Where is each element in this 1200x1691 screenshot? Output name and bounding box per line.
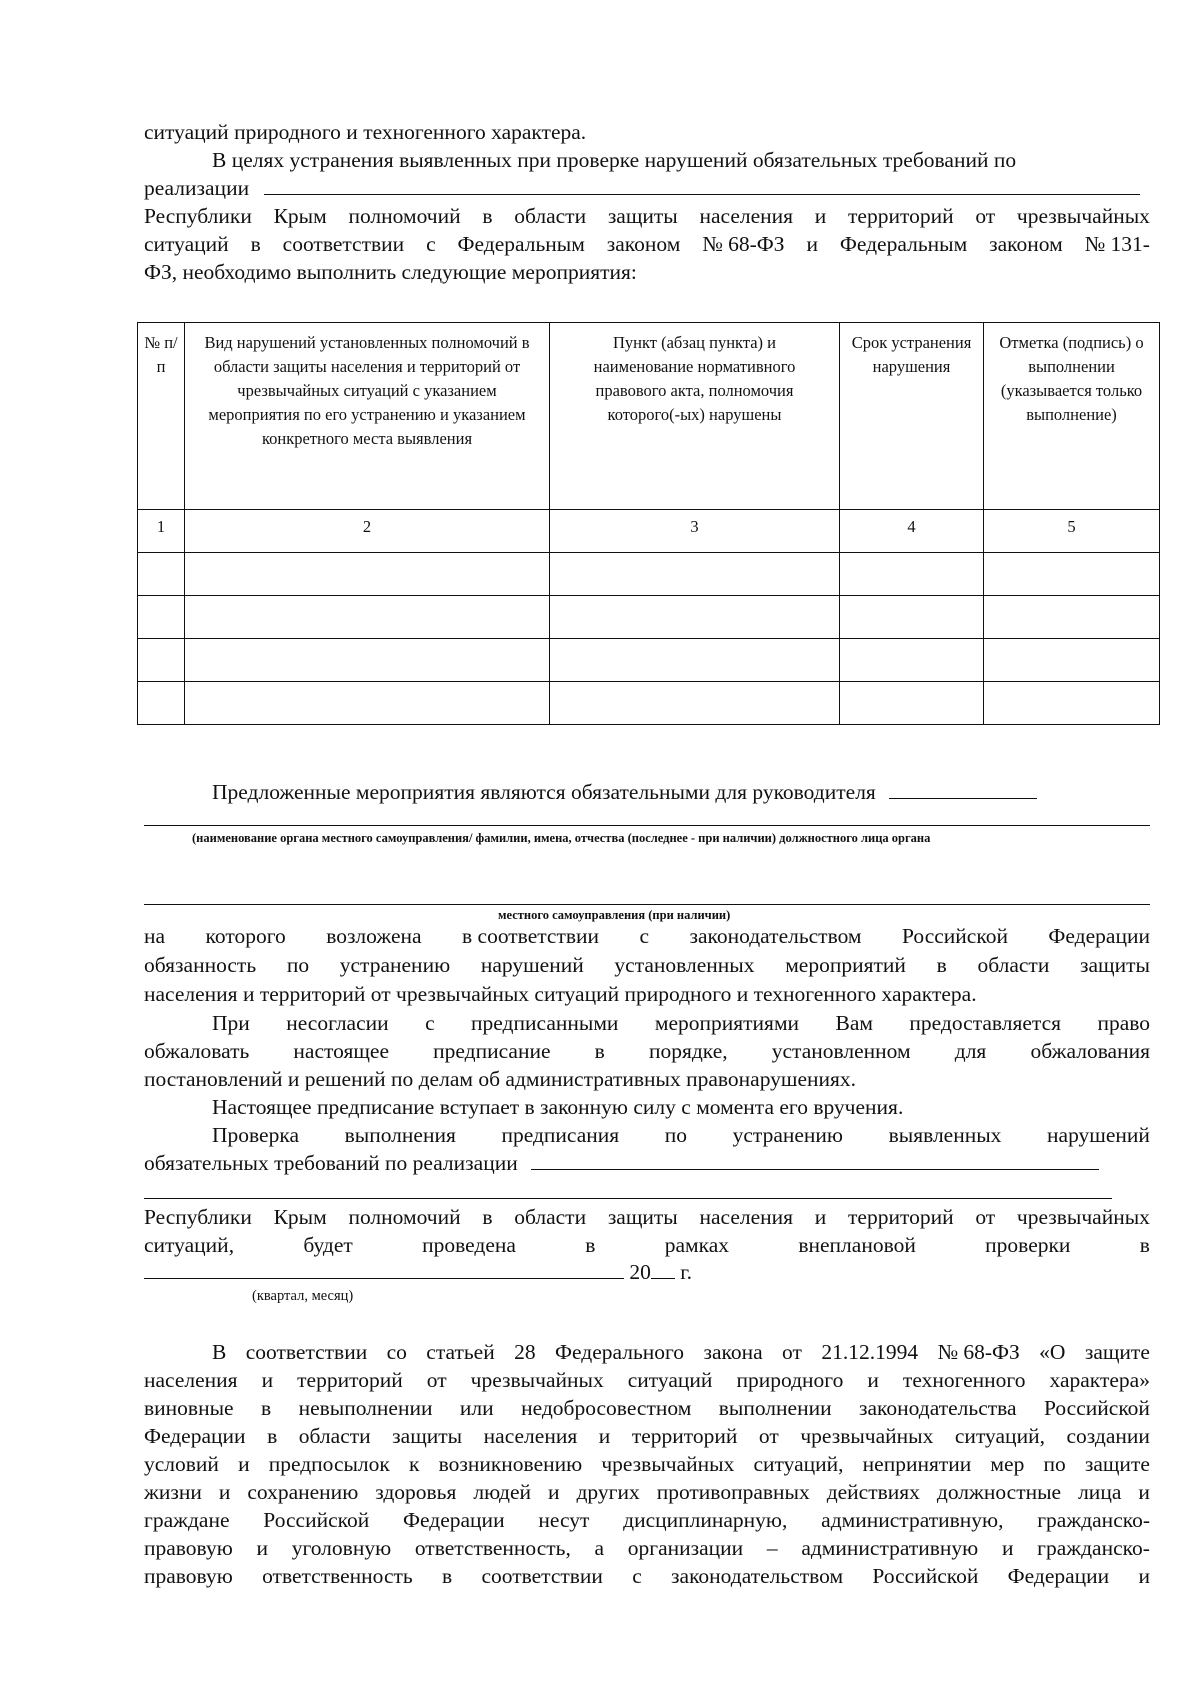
word: При xyxy=(212,1011,250,1035)
word: Проверка xyxy=(212,1123,300,1147)
head-blank-field xyxy=(889,780,1037,799)
law-line-3 xyxy=(144,1394,1150,1422)
word: и xyxy=(814,204,827,228)
word: и xyxy=(1138,1480,1150,1504)
word: внеплановой xyxy=(798,1233,916,1257)
word: в xyxy=(267,1424,278,1448)
word: законодательства xyxy=(859,1396,1017,1420)
realization-blank-line-3 xyxy=(144,1198,1112,1199)
body-p2-line-3: постановлений и решений по делам об административных правонарушениях. xyxy=(144,1067,857,1091)
body-p5-line-1 xyxy=(144,1203,1150,1231)
organ-caption-1: (наименование органа местного самоуправления/ фамилии, имена, отчества (последнее - при наличии) должностного лица органа xyxy=(192,831,931,845)
word: в xyxy=(585,1233,596,1257)
word: порядке, xyxy=(648,1039,728,1063)
law-line-8 xyxy=(144,1534,1150,1562)
body-p4-line-1 xyxy=(212,1121,1150,1149)
word: установленных xyxy=(614,953,755,977)
word: защиты xyxy=(607,204,678,228)
law-line-9 xyxy=(144,1562,1150,1590)
word: устранению xyxy=(732,1123,843,1147)
column-number-2: 2 xyxy=(185,510,550,553)
word: недобросовестном xyxy=(521,1396,692,1420)
word: лица xyxy=(1078,1480,1122,1504)
word: устранению xyxy=(339,953,451,977)
word: ответственность, xyxy=(414,1536,571,1560)
header-number: № п/п xyxy=(138,323,185,510)
word: чрезвычайных xyxy=(800,1424,934,1448)
word: людей xyxy=(473,1480,532,1504)
word: Федерации xyxy=(1048,924,1150,948)
word: – xyxy=(766,1536,778,1560)
word: Вам xyxy=(835,1011,873,1035)
intro-line-1: ситуаций природного и техногенного характера. xyxy=(144,120,587,144)
table-cell xyxy=(840,639,984,682)
table-cell xyxy=(550,596,840,639)
word: Российской xyxy=(902,924,1008,948)
word: нарушений xyxy=(480,953,584,977)
column-number-1: 1 xyxy=(138,510,185,553)
body-p2-line-2 xyxy=(144,1037,1150,1065)
word: будет xyxy=(303,1233,353,1257)
word: соответствии xyxy=(481,1564,603,1588)
word: статьей xyxy=(426,1340,495,1364)
word: граждане xyxy=(144,1508,230,1532)
word: Федерального xyxy=(555,1340,685,1364)
intro-line-2: В целях устранения выявленных при проверке нарушений обязательных требований по xyxy=(212,148,1017,172)
word: чрезвычайных xyxy=(1016,204,1150,228)
table-cell xyxy=(185,596,550,639)
word: и xyxy=(256,1536,268,1560)
body-p4-line-2 xyxy=(144,1149,1150,1177)
word: проведена xyxy=(422,1233,516,1257)
word: возникновению xyxy=(438,1452,583,1476)
word: со xyxy=(386,1340,407,1364)
word: с xyxy=(632,1564,642,1588)
table-row xyxy=(138,596,1160,639)
word: территорий xyxy=(848,204,954,228)
word: с xyxy=(426,232,436,256)
word: населения xyxy=(699,204,794,228)
word: к xyxy=(409,1452,420,1476)
word: предписание xyxy=(433,1039,551,1063)
organ-blank-line-1 xyxy=(144,825,1150,826)
column-number-3: 3 xyxy=(550,510,840,553)
table-cell xyxy=(138,596,185,639)
word: № 68-ФЗ xyxy=(937,1340,1020,1364)
table-cell xyxy=(550,682,840,725)
year-blank-field xyxy=(651,1260,675,1279)
word: области xyxy=(514,1205,587,1229)
word: выполнении xyxy=(718,1396,832,1420)
word: 21.12.1994 xyxy=(821,1340,919,1364)
realization-blank-field-2 xyxy=(531,1151,1099,1170)
table-number-row xyxy=(138,510,1160,553)
word: Республики xyxy=(144,204,252,228)
word: и xyxy=(598,1424,611,1448)
word: на xyxy=(144,924,166,948)
word: полномочий xyxy=(348,1205,461,1229)
word: в xyxy=(936,953,947,977)
word: ситуаций xyxy=(144,232,229,256)
word: право xyxy=(1097,1011,1150,1035)
table-cell xyxy=(550,553,840,596)
word: с xyxy=(639,924,650,948)
header-deadline: Срок устранения нарушения xyxy=(840,323,984,510)
word: Федерации xyxy=(144,1424,246,1448)
word: Федерации xyxy=(403,1508,505,1532)
word: и xyxy=(806,232,818,256)
table-cell xyxy=(984,639,1160,682)
header-legal-act: Пункт (абзац пункта) и наименование нормативного правового акта, полномочия которого(-ых) нарушены xyxy=(550,323,840,510)
word: области xyxy=(298,1424,371,1448)
word: установленном xyxy=(771,1039,911,1063)
requirements-prefix: обязательных требований по реализации xyxy=(144,1151,518,1175)
word: виновные xyxy=(144,1396,234,1420)
intro-line-3 xyxy=(144,174,1150,202)
word: «О xyxy=(1039,1340,1066,1364)
word: области xyxy=(977,953,1050,977)
word: от xyxy=(975,1205,996,1229)
word: Федеральным xyxy=(839,232,968,256)
word: или xyxy=(459,1396,494,1420)
body-p3: Настоящее предписание вступает в законную силу с момента его вручения. xyxy=(212,1095,904,1119)
word: чрезвычайных xyxy=(470,1368,604,1392)
table-header-row xyxy=(138,323,1160,510)
word: от xyxy=(975,204,996,228)
word: и xyxy=(218,1480,231,1504)
header-completion-mark: Отметка (подпись) о выполнении (указывается только выполнение) xyxy=(984,323,1160,510)
table-cell xyxy=(185,553,550,596)
year-label: 20 xyxy=(629,1260,651,1284)
word: природного xyxy=(736,1368,844,1392)
word: Федерации xyxy=(1007,1564,1110,1588)
header-violation-type: Вид нарушений установленных полномочий в области защиты населения и территорий от чрезвычайных ситуаций с указанием мероприятия по его устранению и указанием конкретного места выявления xyxy=(185,323,550,510)
word: обжаловать xyxy=(144,1039,250,1063)
word: и xyxy=(261,1368,274,1392)
word: В xyxy=(212,1340,227,1364)
measures-table xyxy=(137,322,1160,725)
word: и xyxy=(1001,1536,1014,1560)
word: № 68-ФЗ xyxy=(702,232,785,256)
word: административную, xyxy=(821,1508,1004,1532)
body-p1-line-1 xyxy=(144,922,1150,950)
word: территорий xyxy=(297,1368,403,1392)
word: по xyxy=(664,1123,688,1147)
law-line-2 xyxy=(144,1366,1150,1394)
word: и xyxy=(867,1368,879,1392)
law-line-6 xyxy=(144,1478,1150,1506)
word: в xyxy=(482,204,493,228)
word: обжалования xyxy=(1030,1039,1150,1063)
word: в xyxy=(442,1564,453,1588)
word: предпосылок xyxy=(268,1452,390,1476)
word: защиты xyxy=(607,1205,678,1229)
word: в xyxy=(482,1205,493,1229)
proposal-line xyxy=(212,778,1037,806)
table-cell xyxy=(840,682,984,725)
word: для xyxy=(954,1039,987,1063)
word: Республики xyxy=(144,1205,252,1229)
word: от xyxy=(758,1424,779,1448)
word: ситуаций, xyxy=(144,1233,235,1257)
word: правовую xyxy=(144,1536,233,1560)
word: от xyxy=(426,1368,447,1392)
word: противоправных xyxy=(656,1480,810,1504)
period-caption: (квартал, месяц) xyxy=(252,1288,354,1304)
word: невыполнении xyxy=(298,1396,433,1420)
table-cell xyxy=(138,553,185,596)
word: ситуаций, xyxy=(753,1452,844,1476)
period-blank-field xyxy=(144,1260,624,1279)
table-cell xyxy=(138,682,185,725)
word: ответственность xyxy=(262,1564,413,1588)
word: проверки xyxy=(985,1233,1071,1257)
table-cell xyxy=(984,682,1160,725)
year-suffix: г. xyxy=(680,1260,693,1284)
word: в xyxy=(594,1039,605,1063)
word: Российской xyxy=(263,1508,370,1532)
word: жизни xyxy=(144,1480,202,1504)
word: Крым xyxy=(273,1205,327,1229)
word: действиях xyxy=(826,1480,920,1504)
word: Российской xyxy=(1043,1396,1150,1420)
organ-blank-line-2 xyxy=(144,904,1150,905)
word: в xyxy=(1139,1233,1150,1257)
word: несут xyxy=(538,1508,590,1532)
word: территорий xyxy=(631,1424,738,1448)
word: закона xyxy=(703,1340,763,1364)
word: в xyxy=(250,232,261,256)
word: законодательством xyxy=(671,1564,844,1588)
word: гражданско- xyxy=(1037,1536,1150,1560)
intro-line-3-prefix: реализации xyxy=(144,176,250,200)
word: административную xyxy=(801,1536,979,1560)
word: защиты xyxy=(1080,953,1150,977)
word: № 131- xyxy=(1084,232,1150,256)
law-line-5 xyxy=(144,1450,1150,1478)
realization-blank-field xyxy=(264,176,1140,195)
word: защите xyxy=(1084,1452,1150,1476)
column-number-5: 5 xyxy=(984,510,1160,553)
word: настоящее xyxy=(293,1039,389,1063)
table-row xyxy=(138,553,1160,596)
table-row xyxy=(138,639,1160,682)
word: защите xyxy=(1084,1340,1150,1364)
word: характера» xyxy=(1049,1368,1150,1392)
word: и xyxy=(238,1452,250,1476)
word: рамках xyxy=(664,1233,730,1257)
table-cell xyxy=(984,553,1160,596)
word: дисциплинарную, xyxy=(623,1508,788,1532)
word: мероприятий xyxy=(785,953,906,977)
word: предписания xyxy=(501,1123,620,1147)
law-line-7 xyxy=(144,1506,1150,1534)
table-cell xyxy=(185,639,550,682)
word: предписанными xyxy=(471,1011,619,1035)
word: мероприятиями xyxy=(654,1011,800,1035)
body-p1-line-3: населения и территорий от чрезвычайных ситуаций природного и техногенного характера. xyxy=(144,982,977,1006)
word: по xyxy=(286,953,310,977)
word: законом xyxy=(606,232,681,256)
word: и xyxy=(814,1205,827,1229)
word: предоставляется xyxy=(909,1011,1062,1035)
body-p2-line-1 xyxy=(212,1009,1150,1037)
word: области xyxy=(514,204,587,228)
word: 28 xyxy=(514,1340,536,1364)
word: должностные xyxy=(936,1480,1062,1504)
law-line-4 xyxy=(144,1422,1150,1450)
word: населения xyxy=(144,1368,238,1392)
word: и xyxy=(1138,1564,1150,1588)
intro-line-5 xyxy=(144,230,1150,258)
word: Российской xyxy=(872,1564,979,1588)
law-line-1 xyxy=(212,1338,1150,1366)
word: территорий xyxy=(848,1205,954,1229)
word: в соответствии xyxy=(462,924,600,948)
word: чрезвычайных xyxy=(601,1452,735,1476)
word: по xyxy=(1043,1452,1066,1476)
table-cell xyxy=(185,682,550,725)
column-number-4: 4 xyxy=(840,510,984,553)
table-cell xyxy=(138,639,185,682)
word: уголовную xyxy=(291,1536,392,1560)
word: правовую xyxy=(144,1564,233,1588)
organ-caption-2: местного самоуправления (при наличии) xyxy=(498,908,731,922)
word: от xyxy=(782,1340,802,1364)
word: с xyxy=(425,1011,435,1035)
word: организации xyxy=(627,1536,744,1560)
word: а xyxy=(594,1536,605,1560)
word: ситуаций, xyxy=(954,1424,1045,1448)
word: условий xyxy=(144,1452,219,1476)
word: сохранению xyxy=(247,1480,359,1504)
table-cell xyxy=(840,596,984,639)
body-p5-line-2 xyxy=(144,1231,1150,1259)
body-p5-line-3 xyxy=(144,1258,692,1286)
table-row xyxy=(138,682,1160,725)
word: чрезвычайных xyxy=(1016,1205,1150,1229)
word: создании xyxy=(1066,1424,1150,1448)
proposal-text: Предложенные мероприятия являются обязательными для руководителя xyxy=(212,780,876,804)
intro-line-6: ФЗ, необходимо выполнить следующие мероприятия: xyxy=(144,260,637,284)
body-p1-line-2 xyxy=(144,951,1150,979)
word: соответствии xyxy=(245,1340,368,1364)
word: населения xyxy=(483,1424,578,1448)
word: обязанность xyxy=(144,953,257,977)
word: в xyxy=(260,1396,272,1420)
word: законом xyxy=(989,232,1063,256)
table-cell xyxy=(550,639,840,682)
word: техногенного xyxy=(902,1368,1026,1392)
word: мер xyxy=(990,1452,1025,1476)
word: защиты xyxy=(392,1424,463,1448)
word: нарушений xyxy=(1047,1123,1150,1147)
word: и xyxy=(548,1480,560,1504)
word: непринятии xyxy=(862,1452,972,1476)
word: Крым xyxy=(273,204,327,228)
word: выявленных xyxy=(888,1123,1002,1147)
table-cell xyxy=(840,553,984,596)
word: других xyxy=(576,1480,640,1504)
word: соответствии xyxy=(282,232,405,256)
word: гражданско- xyxy=(1037,1508,1150,1532)
word: выполнения xyxy=(344,1123,456,1147)
word: которого xyxy=(205,924,286,948)
word: возложена xyxy=(326,924,422,948)
word: полномочий xyxy=(348,204,461,228)
word: ситуаций xyxy=(627,1368,713,1392)
word: законодательством xyxy=(689,924,862,948)
word: несогласии xyxy=(286,1011,389,1035)
word: населения xyxy=(699,1205,794,1229)
intro-line-4 xyxy=(144,202,1150,230)
word: Федеральным xyxy=(457,232,585,256)
table-cell xyxy=(984,596,1160,639)
word: здоровья xyxy=(375,1480,457,1504)
